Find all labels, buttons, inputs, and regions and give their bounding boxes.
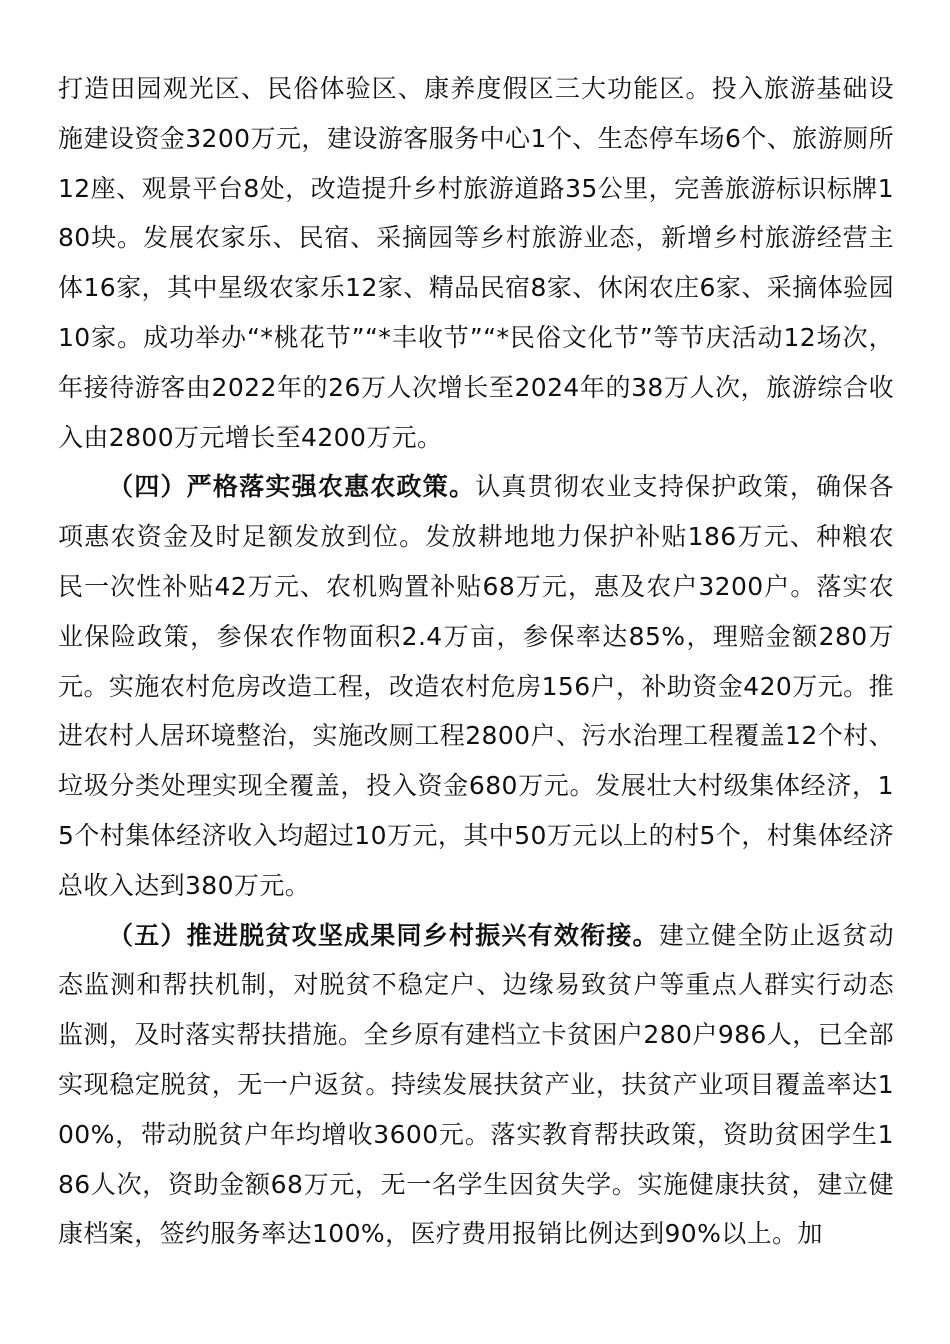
paragraph-poverty-alleviation: [58, 911, 894, 1260]
paragraph-agri-policy: [58, 462, 894, 910]
section-heading-four: （四）严格落实强农惠农政策。: [108, 472, 476, 502]
paragraph-body: 认真贯彻农业支持保护政策，确保各项惠农资金及时足额发放到位。发放耕地地力保护补贴186万元、种粮农民一次性补贴42万元、农机购置补贴68万元，惠及农户3200户。落实农业保险政策，参保农作物面积2.4万亩，参保率达85%，理赔金额280万元。实施农村危房改造工程，改造农村危房156户，补助资金420万元。推进农村人居环境整治，实施改厕工程2800户、污水治理工程覆盖12个村、垃圾分类处理实现全覆盖，投入资金680万元。发展壮大村级集体经济，15个村集体经济收入均超过10万元，其中50万元以上的村5个，村集体经济总收入达到380万元。: [58, 472, 894, 900]
section-heading-five: （五）推进脱贫攻坚成果同乡村振兴有效衔接。: [108, 920, 659, 950]
paragraph-body: 建立健全防止返贫动态监测和帮扶机制，对脱贫不稳定户、边缘易致贫户等重点人群实行动态监测，及时落实帮扶措施。全乡原有建档立卡贫困户280户986人，已全部实现稳定脱贫，无一户返贫。持续发展扶贫产业，扶贫产业项目覆盖率达100%，带动脱贫户年均增收3600元。落实教育帮扶政策，资助贫困学生186人次，资助金额68万元，无一名学生因贫失学。实施健康扶贫，建立健康档案，签约服务率达100%，医疗费用报销比例达到90%以上。加: [58, 920, 894, 1249]
paragraph-tourism: [58, 64, 894, 462]
paragraph-body: 打造田园观光区、民俗体验区、康养度假区三大功能区。投入旅游基础设施建设资金3200万元，建设游客服务中心1个、生态停车场6个、旅游厕所12座、观景平台8处，改造提升乡村旅游道路35公里，完善旅游标识标牌180块。发展农家乐、民宿、采摘园等乡村旅游业态，新增乡村旅游经营主体16家，其中星级农家乐12家、精品民宿8家、休闲农庄6家、采摘体验园10家。成功举办“*桃花节”“*丰收节”“*民俗文化节”等节庆活动12场次，年接待游客由2022年的26万人次增长至2024年的38万人次，旅游综合收入由2800万元增长至4200万元。: [58, 74, 894, 452]
